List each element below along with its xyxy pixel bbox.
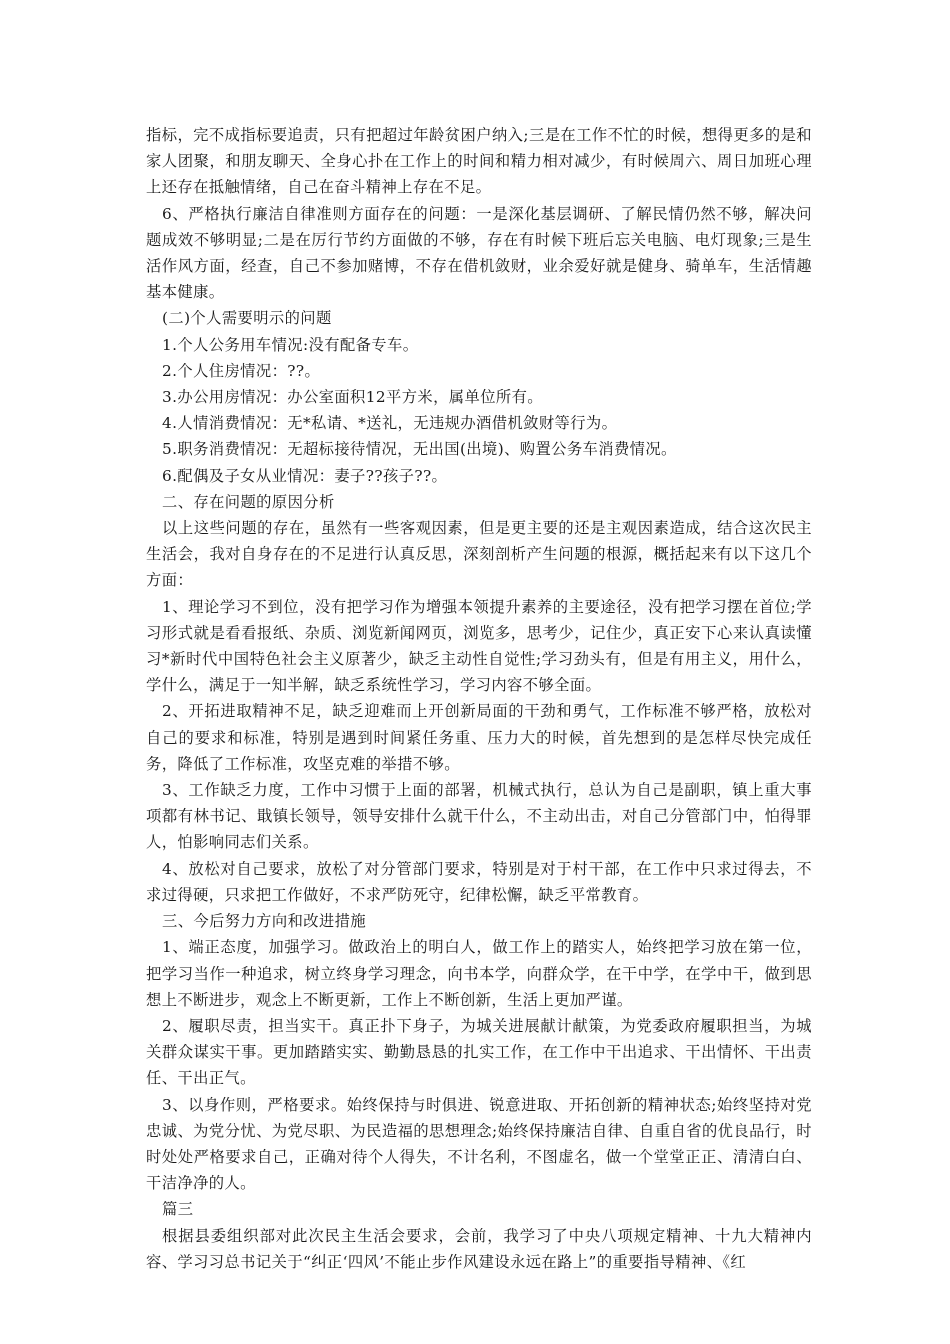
paragraph-measure-3: 3、以身作则，严格要求。始终保持与时俱进、锐意进取、开拓创新的精神状态;始终坚持对党忠诚、为党分忧、为党尽职、为民造福的思想理念;始终保持廉洁自律、自重自省的优良品行，时时处处严格要求自己，正确对待个人得失，不计名利，不图虚名，做一个堂堂正正、清清白白、干洁净净的人。 (146, 1095, 812, 1193)
paragraph-measure-1: 1、端正态度，加强学习。做政治上的明白人，做工作上的踏实人，始终把学习放在第一位，把学习当作一种追求，树立终身学习理念，向书本学，向群众学，在干中学，在学中干，做到思想上不断进步，观念上不断更新，工作上不断创新，生活上更加严谨。 (146, 938, 812, 1009)
section-heading-part-3: 篇三 (162, 1200, 194, 1219)
list-item-car: 1.个人公务用车情况:没有配备专车。 (162, 335, 419, 354)
paragraph-measure-2: 2、履职尽责，担当实干。真正扑下身子，为城关进展献计献策，为党委政府履职担当，为城关群众谋实干事。更加踏踏实实、勤勤恳恳的扎实工作，在工作中干出追求、干出情怀、干出责任、干出正气。 (146, 1016, 812, 1088)
paragraph-continuation: 指标，完不成指标要追责，只有把超过年龄贫困户纳入;三是在工作不忙的时候，想得更多的是和家人团聚，和朋友聊天、全身心扑在工作上的时间和精力相对减少，有时候周六、周日加班心理上还存在抵触情绪，自己在奋斗精神上存在不足。 (146, 126, 812, 197)
paragraph-item-6: 6、严格执行廉洁自律准则方面存在的问题：一是深化基层调研、了解民情仍然不够，解决问题成效不够明显;二是在厉行节约方面做的不够，存在有时候下班后忘关电脑、电灯现象;三是生活作风方面，经查，自己不参加赌博，不存在借机敛财，业余爱好就是健身、骑单车，生活情趣基本健康。 (146, 204, 812, 302)
paragraph-cause-3: 3、工作缺乏力度，工作中习惯于上面的部署，机械式执行，总认为自己是副职，镇上重大事项都有林书记、戢镇长领导，领导安排什么就干什么，不主动出击，对自己分管部门中，怕得罪人，怕影响同志们关系。 (146, 781, 812, 852)
document-body (146, 122, 812, 1275)
paragraph-part-3-intro: 根据县委组织部对此次民主生活会要求，会前，我学习了中央八项规定精神、十九大精神内容、学习习总书记关于“纠正‘四风’不能止步作风建设永远在路上”的重要指导精神、《红 (146, 1226, 812, 1271)
list-item-gifts: 4.人情消费情况：无*私请、*送礼，无违规办酒借机敛财等行为。 (162, 414, 618, 433)
section-heading-measures: 三、今后努力方向和改进措施 (162, 912, 367, 931)
paragraph-causes-intro: 以上这些问题的存在，虽然有一些客观因素，但是更主要的还是主观因素造成，结合这次民主生活会，我对自身存在的不足进行认真反思，深刻剖析产生问题的根源，概括起来有以下这几个方面： (146, 519, 812, 590)
list-item-family: 6.配偶及子女从业情况：妻子??孩子??。 (162, 466, 448, 485)
list-item-housing: 2.个人住房情况：??。 (162, 361, 321, 380)
section-heading-2-personal: (二)个人需要明示的问题 (162, 309, 332, 328)
paragraph-cause-1: 1、理论学习不到位，没有把学习作为增强本领提升素养的主要途径，没有把学习摆在首位;学习形式就是看看报纸、杂质、浏览新闻网页，浏览多，思考少，记住少，真正安下心来认真读懂习*新时代中国特色社会主义原著少，缺乏主动性自觉性;学习劲头有，但是有用主义，用什么，学什么，满足于一知半解，缺乏系统性学习，学习内容不够全面。 (146, 597, 812, 695)
list-item-duty-expense: 5.职务消费情况：无超标接待情况，无出国(出境)、购置公务车消费情况。 (162, 440, 677, 459)
section-heading-causes: 二、存在问题的原因分析 (162, 492, 335, 511)
paragraph-cause-4: 4、放松对自己要求，放松了对分管部门要求，特别是对于村干部，在工作中只求过得去，不求过得硬，只求把工作做好，不求严防死守，纪律松懈，缺乏平常教育。 (146, 859, 812, 904)
paragraph-cause-2: 2、开拓进取精神不足，缺乏迎难而上开创新局面的干劲和勇气，工作标准不够严格，放松对自己的要求和标准，特别是遇到时间紧任务重、压力大的时候，首先想到的是怎样尽快完成任务，降低了工作标准，攻坚克难的举措不够。 (146, 702, 812, 773)
list-item-office: 3.办公用房情况：办公室面积12平方米，属单位所有。 (162, 388, 543, 407)
